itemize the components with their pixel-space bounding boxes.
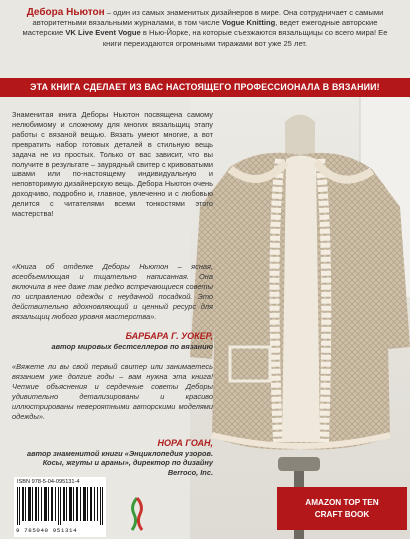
author-name: Дебора Ньютон [26, 7, 105, 18]
isbn-text: ISBN 978-5-04-095131-4 [17, 479, 80, 485]
quote-hoan: «Вяжете ли вы свой первый свитер или занимаетесь вязанием уже долгие годы – вам нужна эта книга! Четкие объяснения и сердечные советы Деборы удивительно детализированы и красиво иллюстрированы невероятными авторскими моделями одежды». [12, 362, 213, 421]
quote-hoan-role-prefix: автор знаменитой книги [27, 449, 125, 458]
quote-walker-name: БАРБАРА Г. УОКЕР, [125, 331, 213, 341]
quote-walker-signature [12, 331, 213, 351]
book-description: Знаменитая книга Деборы Ньютон посвящена самому нелюбимому и сложному для многих вязальщиц этапу работы с вязаной вещью. Вязать умеют многие, а вот превратить набор готовых деталей в стильную вещь задача не из простых. Только от вас зависит, что вы получите в результате – заурядный свитер с кривоватыми швами или по-настоящему индивидуальную и неповторимую дизайнерскую вещь. Дебора Ньютон очень доходчиво, подробно и, главное, увлеченно и с любовью делится с читателями всеми тонкостями этого мастерства! [12, 110, 213, 219]
author-bio-part2: , ведет ежегодные авторские мастерские [22, 18, 378, 38]
barcode-bars [17, 487, 103, 525]
author-bio-part1: – один из самых знаменитых дизайнеров в мире. Она сотрудничает с самыми авторитетными вязальными журналами, в том числе [32, 8, 384, 28]
quote-hoan-company: Berroco, Inc [167, 467, 211, 477]
barcode-number: 9 785040 951314 [16, 527, 78, 534]
publisher-logo-icon [128, 496, 146, 532]
workshop-name: VK Live Event Vogue [65, 28, 141, 38]
isbn-barcode [14, 477, 106, 537]
quote-walker: «Книга об отделке Деборы Ньютон – ясная, всеобъемлющая и тщательно написанная. Она включила в нее даже так редко встречающиеся советы по исправлению одежды с неудачной посадкой. Это действительно вдохновляющий и ценный ресурс для вязальщиц любого уровня мастерства». [12, 262, 213, 321]
promo-banner: ЭТА КНИГА СДЕЛАЕТ ИЗ ВАС НАСТОЯЩЕГО ПРОФЕССИОНАЛА В ВЯЗАНИИ! [0, 78, 410, 97]
quote-hoan-signature [12, 438, 213, 477]
author-bio-part3: в Нью-Йорке, на которые съезжаются вязальщицы со всего мира! Ее книги переиздаются огромными тиражами вот уже 25 лет. [102, 28, 388, 48]
author-bio [14, 8, 396, 49]
badge-line2: CRAFT BOOK [314, 509, 370, 519]
badge-line1: AMAZON TOP TEN [305, 497, 379, 507]
quote-hoan-role-suffix: . [210, 467, 213, 477]
magazine-name: Vogue Knitting [221, 18, 276, 28]
quote-hoan-book: «Энциклопедия узоров. Косы, жгуты и араны» [42, 449, 213, 468]
quote-hoan-name: НОРА ГОАН, [157, 438, 213, 448]
cardigan-photo [190, 97, 410, 539]
amazon-badge [277, 487, 407, 530]
quote-hoan-role [12, 449, 213, 477]
quote-walker-role: автор мировых бестселлеров по вязанию [51, 342, 213, 351]
quote-hoan-role-middle: , директор по дизайну [128, 458, 213, 468]
